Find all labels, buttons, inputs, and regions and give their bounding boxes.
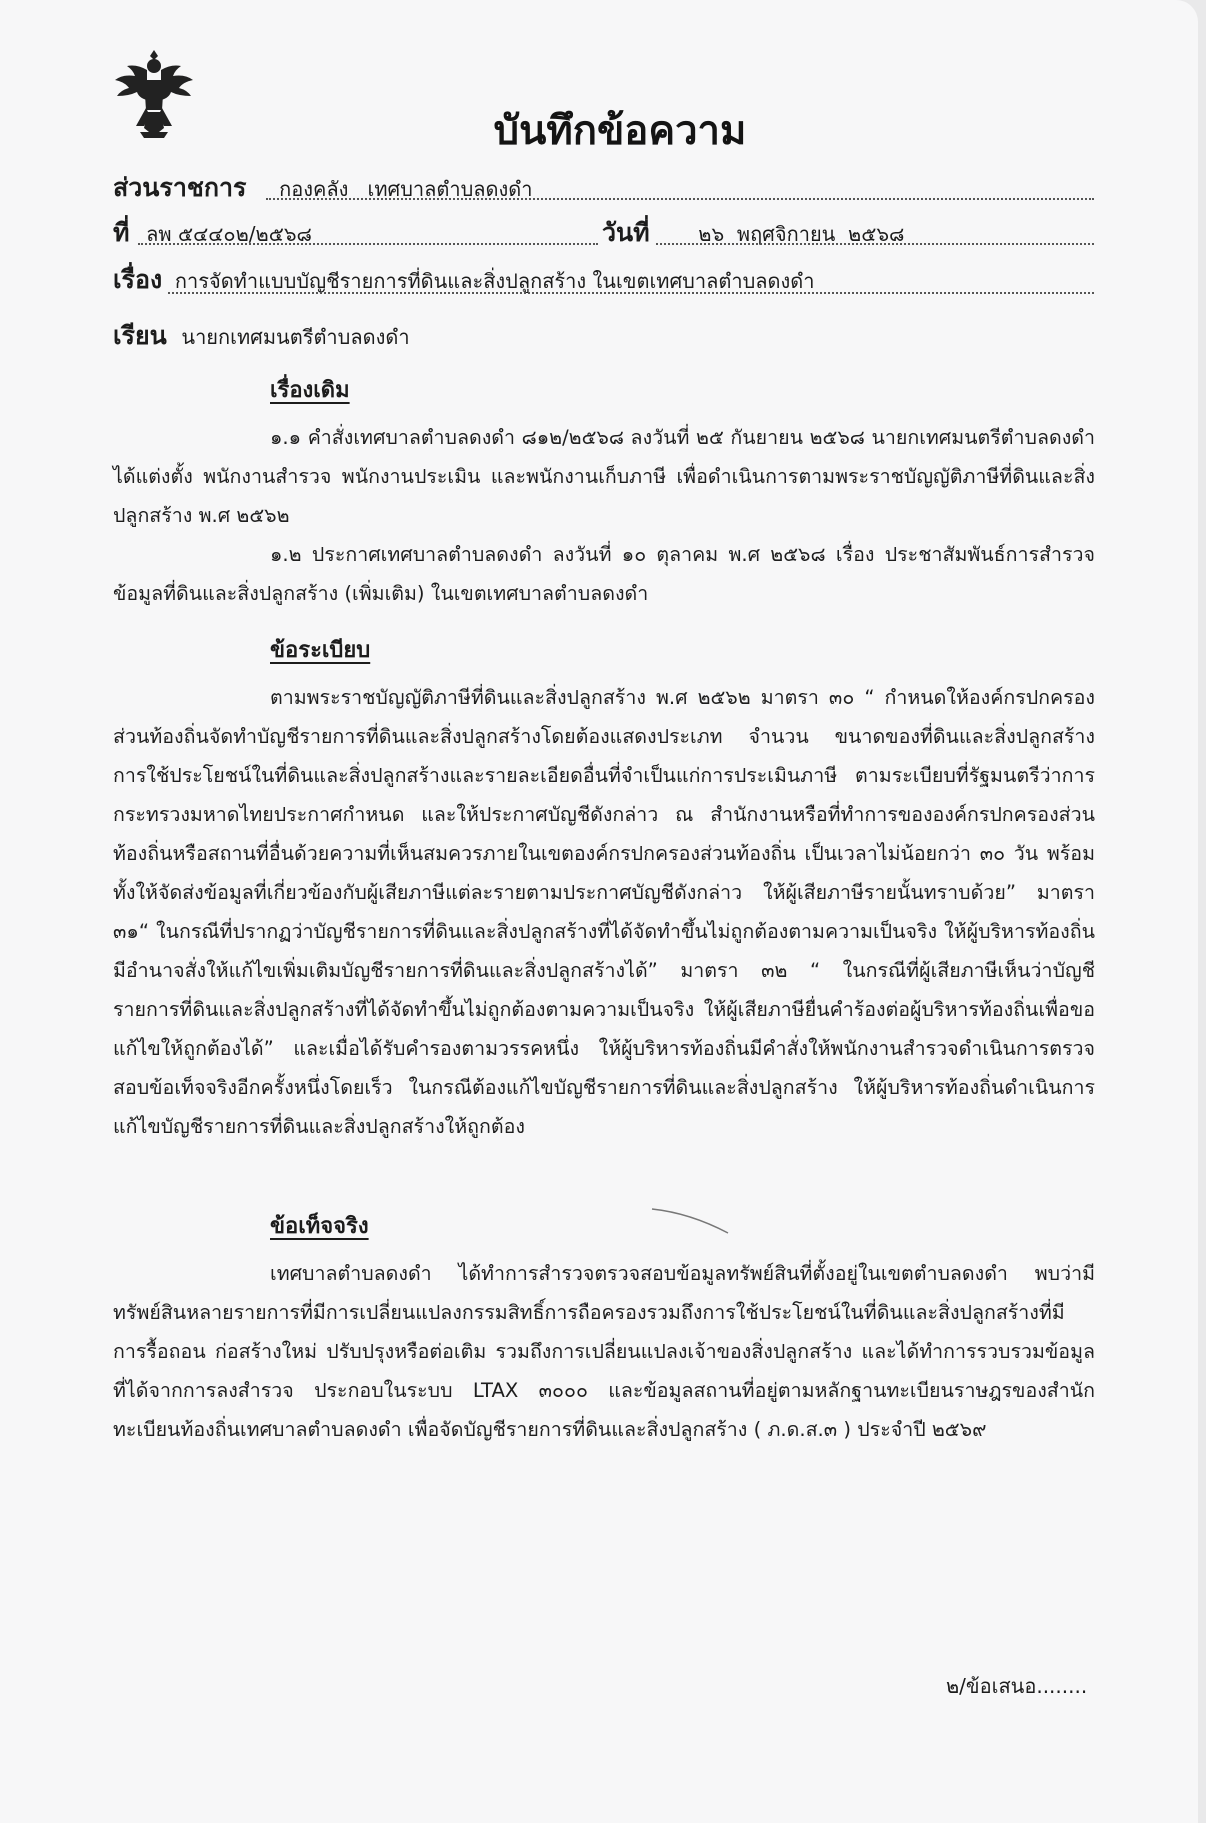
- document-title: บันทึกข้อความ: [493, 108, 747, 154]
- regulation-heading: ข้อระเบียบ: [270, 638, 371, 663]
- to-label: เรียน: [113, 321, 167, 350]
- facts-heading: ข้อเท็จจริง: [270, 1214, 369, 1239]
- date-row: [602, 213, 905, 253]
- background-heading: เรื่องเดิม: [270, 378, 350, 403]
- continuation-note: ๒/ข้อเสนอ........: [946, 1674, 1088, 1698]
- garuda-emblem-icon: [110, 46, 198, 146]
- background-paragraph-1: ๑.๑ คำสั่งเทศบาลตำบลดงดำ ๘๑๒/๒๕๖๘ ลงวันที่ ๒๕ กันยายน ๒๕๖๘ นายกเทศมนตรีตำบลดงดำ ได้แต่งตั้ง พนักงานสำรวจ พนักงานประเมิน และพนักงานเก็บภาษี เพื่อดำเนินการตามพระราชบัญญัติภาษีที่ดินและสิ่งปลูกสร้าง พ.ศ ๒๕๖๒: [113, 426, 1095, 527]
- ref-dotted-line: [138, 243, 598, 245]
- ref-label: ที่: [113, 218, 130, 247]
- to-value: นายกเทศมนตรีตำบลดงดำ: [181, 325, 410, 349]
- agency-label: ส่วนราชการ: [113, 173, 247, 202]
- to-row: [113, 316, 410, 356]
- subject-row: [113, 260, 815, 300]
- agency-row: [113, 168, 533, 208]
- date-dotted-line: [656, 243, 1094, 245]
- background-paragraph-2: ๑.๒ ประกาศเทศบาลตำบลดงดำ ลงวันที่ ๑๐ ตุลาคม พ.ศ ๒๕๖๘ เรื่อง ประชาสัมพันธ์การสำรวจข้อมูลที่ดินและสิ่งปลูกสร้าง (เพิ่มเติม) ในเขตเทศบาลตำบลดงดำ: [113, 543, 1095, 605]
- ref-row: [113, 213, 312, 253]
- subject-label: เรื่อง: [113, 265, 163, 294]
- facts-paragraph: เทศบาลตำบลดงดำ ได้ทำการสำรวจตรวจสอบข้อมูลทรัพย์สินที่ตั้งอยู่ในเขตตำบลดงดำ พบว่ามีทรัพย์สินหลายรายการที่มีการเปลี่ยนแปลงกรรมสิทธิ์การถือครองรวมถึงการใช้ประโยชน์ในที่ดินและสิ่งปลูกสร้างที่มีการรื้อถอน ก่อสร้างใหม่ ปรับปรุงหรือต่อเติม รวมถึงการเปลี่ยนแปลงเจ้าของสิ่งปลูกสร้าง และได้ทำการรวบรวมข้อมูลที่ได้จากการลงสำรวจ ประกอบในระบบ LTAX ๓๐๐๐ และข้อมูลสถานที่อยู่ตามหลักฐานทะเบียนราษฎรของสำนักทะเบียนท้องถิ่นเทศบาลตำบลดงดำ เพื่อจัดบัญชีรายการที่ดินและสิ่งปลูกสร้าง ( ภ.ด.ส.๓ ) ประจำปี ๒๕๖๙: [113, 1262, 1095, 1441]
- date-label: วันที่: [602, 218, 650, 247]
- pen-mark: [650, 1205, 730, 1235]
- agency-value: กองคลัง เทศบาลตำบลดงดำ: [279, 177, 533, 201]
- regulation-paragraph: ตามพระราชบัญญัติภาษีที่ดินและสิ่งปลูกสร้าง พ.ศ ๒๕๖๒ มาตรา ๓๐ “ กำหนดให้องค์กรปกครองส่วนท้องถิ่นจัดทำบัญชีรายการที่ดินและสิ่งปลูกสร้างโดยต้องแสดงประเภท จำนวน ขนาดของที่ดินและสิ่งปลูกสร้าง การใช้ประโยชน์ในที่ดินและสิ่งปลูกสร้างและรายละเอียดอื่นที่จำเป็นแก่การประเมินภาษี ตามระเบียบที่รัฐมนตรีว่าการกระทรวงมหาดไทยประกาศกำหนด และให้ประกาศบัญชีดังกล่าว ณ สำนักงานหรือที่ทำการขององค์กรปกครองส่วนท้องถิ่นหรือสถานที่อื่นด้วยความที่เห็นสมควรภายในเขตองค์กรปกครองส่วนท้องถิ่น เป็นเวลาไม่น้อยกว่า ๓๐ วัน พร้อมทั้งให้จัดส่งข้อมูลที่เกี่ยวข้องกับผู้เสียภาษีแต่ละรายตามประกาศบัญชีดังกล่าว ให้ผู้เสียภาษีรายนั้นทราบด้วย” มาตรา ๓๑“ ในกรณีที่ปรากฏว่าบัญชีรายการที่ดินและสิ่งปลูกสร้างที่ได้จัดทำขึ้นไม่ถูกต้องตามความเป็นจริง ให้ผู้บริหารท้องถิ่นมีอำนาจสั่งให้แก้ไขเพิ่มเติมบัญชีรายการที่ดินและสิ่งปลูกสร้างได้” มาตรา ๓๒ “ ในกรณีที่ผู้เสียภาษีเห็นว่าบัญชีรายการที่ดินและสิ่งปลูกสร้างที่ได้จัดทำขึ้นไม่ถูกต้องตามความเป็นจริง ให้ผู้เสียภาษียื่นคำร้องต่อผู้บริหารท้องถิ่นเพื่อขอแก้ไขให้ถูกต้องได้” และเมื่อได้รับคำรองตามวรรคหนึ่ง ให้ผู้บริหารท้องถิ่นมีคำสั่งให้พนักงานสำรวจดำเนินการตรวจสอบข้อเท็จจริงอีกครั้งหนึ่งโดยเร็ว ในกรณีต้องแก้ไขบัญชีรายการที่ดินและสิ่งปลูกสร้าง ให้ผู้บริหารท้องถิ่นดำเนินการแก้ไขบัญชีรายการที่ดินและสิ่งปลูกสร้างให้ถูกต้อง: [113, 686, 1095, 1138]
- subject-dotted-line: [168, 292, 1094, 294]
- subject-value: การจัดทำแบบบัญชีรายการที่ดินและสิ่งปลูกสร้าง ในเขตเทศบาลตำบลดงดำ: [174, 269, 815, 293]
- date-value: ๒๖ พฤศจิกายน ๒๕๖๘: [698, 222, 905, 246]
- ref-value: ลพ ๕๔๔๐๒/๒๕๖๘: [146, 222, 312, 246]
- agency-dotted-line: [266, 198, 1094, 200]
